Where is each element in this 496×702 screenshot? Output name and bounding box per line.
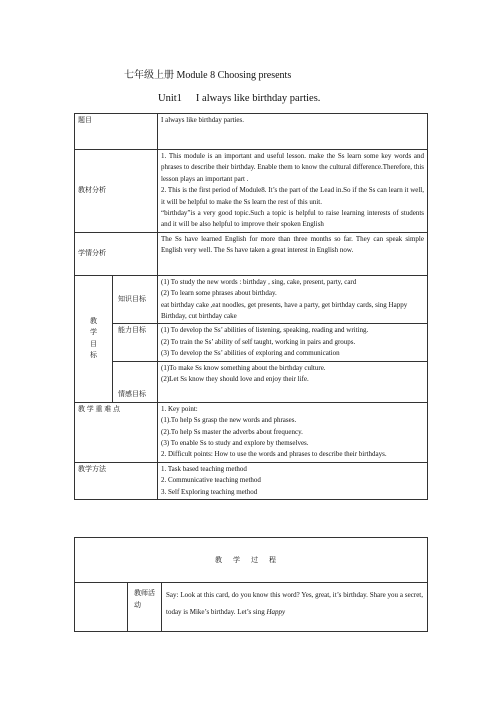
student-value: The Ss have learned English for more than three months so far. They can speak simple English very well. The Ss have taken a great interest in English now. bbox=[158, 232, 428, 275]
unit-name: I always like birthday parties. bbox=[195, 93, 321, 104]
emotion-line: (2)Let Ss know they should love and enjoy their life. bbox=[161, 375, 309, 384]
keypoints-line: (3) To enable Ss to study and explore by themselves. bbox=[161, 438, 309, 447]
method-line: 2. Communicative teaching method bbox=[161, 476, 261, 485]
goals-char: 教 bbox=[90, 316, 97, 325]
topic-label: 题目 bbox=[75, 114, 158, 150]
ability-line: (3) To develop the Ss’ abilities of exploring and communication bbox=[161, 349, 340, 358]
material-line: “birthday”is a very good topic.Such a topic is helpful to raise learning interests of students and it will be also helpful to improve their spoken English bbox=[161, 209, 424, 229]
material-line: 2. This is the first period of Module8. It’s the part of the Lead in.So if the Ss can learn it well, it will be helpful to make the Ss learn the rest of this unit. bbox=[161, 186, 424, 206]
ability-content bbox=[158, 324, 428, 361]
knowledge-content bbox=[158, 275, 428, 324]
teacher-activity-content bbox=[162, 583, 428, 632]
material-label: 教材分析 bbox=[75, 150, 158, 233]
process-heading: 教学过程 bbox=[75, 538, 428, 583]
knowledge-line: eat birthday cake ,eat noodles, get presents, have a party, get birthday cards, sing Happy Birthday, cut birthday cake bbox=[161, 300, 408, 321]
goals-char: 目 bbox=[90, 339, 97, 348]
topic-row bbox=[75, 114, 428, 150]
material-line: 1. This module is an important and useful lesson. make the Ss learn some key words and phrases to describe their birthday. Enable them to know the cultural difference.Therefore, this lesson plays an important part . bbox=[161, 152, 424, 183]
goals-char: 标 bbox=[90, 351, 97, 360]
knowledge-line: (1) To study the new words : birthday , sing, cake, present, party, card bbox=[161, 277, 357, 286]
goals-char: 学 bbox=[90, 328, 97, 337]
unit-number: Unit1 bbox=[158, 93, 182, 104]
emotion-row bbox=[75, 361, 428, 402]
method-content bbox=[158, 462, 428, 499]
document-title: 七年级上册 Module 8 Choosing presents bbox=[124, 70, 292, 81]
ability-row bbox=[75, 324, 428, 361]
knowledge-line: (2) To learn some phrases about birthday. bbox=[161, 289, 277, 298]
teaching-process-table bbox=[74, 537, 428, 632]
emotion-label: 情感目标 bbox=[113, 361, 158, 402]
method-line: 3. Self Exploring teaching method bbox=[161, 487, 258, 496]
teacher-activity-italic: Happy bbox=[266, 608, 286, 616]
process-heading-row bbox=[75, 538, 428, 583]
method-label: 教学方法 bbox=[75, 462, 158, 499]
student-row bbox=[75, 232, 428, 275]
keypoints-content bbox=[158, 402, 428, 462]
method-row bbox=[75, 462, 428, 499]
ability-label: 能力目标 bbox=[113, 324, 158, 361]
teacher-activity-text: Say: Look at this card, do you know this word? Yes, great, it’s birthday. Share you a secret, today is Mike’s birthday. Let’s sing bbox=[166, 591, 423, 616]
emotion-line: (1)To make Ss know something about the birthday culture. bbox=[161, 363, 326, 372]
topic-value: I always like birthday parties. bbox=[158, 114, 428, 150]
process-blank-cell bbox=[75, 583, 128, 632]
keypoints-line: 1. Key point: bbox=[161, 404, 198, 413]
ability-line: (1) To develop the Ss’ abilities of listening, speaking, reading and writing. bbox=[161, 326, 369, 335]
method-line: 1. Task based teaching method bbox=[161, 464, 247, 473]
keypoints-row bbox=[75, 402, 428, 462]
knowledge-label: 知识目标 bbox=[113, 275, 158, 324]
keypoints-line: (1).To help Ss grasp the new words and phrases. bbox=[161, 416, 297, 425]
material-row bbox=[75, 150, 428, 233]
knowledge-row bbox=[75, 275, 428, 324]
lesson-plan-table bbox=[74, 113, 428, 500]
unit-title bbox=[158, 93, 320, 104]
material-content bbox=[158, 150, 428, 233]
keypoints-line: (2).To help Ss master the adverbs about frequency. bbox=[161, 427, 303, 436]
student-label: 学情分析 bbox=[75, 232, 158, 275]
keypoints-label: 教 学 重 难 点 bbox=[75, 402, 158, 462]
keypoints-line: 2. Difficult points: How to use the words and phrases to describe their birthdays. bbox=[161, 450, 387, 459]
process-row bbox=[75, 583, 428, 632]
ability-line: (2) To train the Ss’ ability of self taught, working in pairs and groups. bbox=[161, 337, 356, 346]
emotion-content bbox=[158, 361, 428, 402]
teacher-activity-label: 教师活动 bbox=[128, 583, 162, 632]
goals-label bbox=[75, 275, 113, 402]
